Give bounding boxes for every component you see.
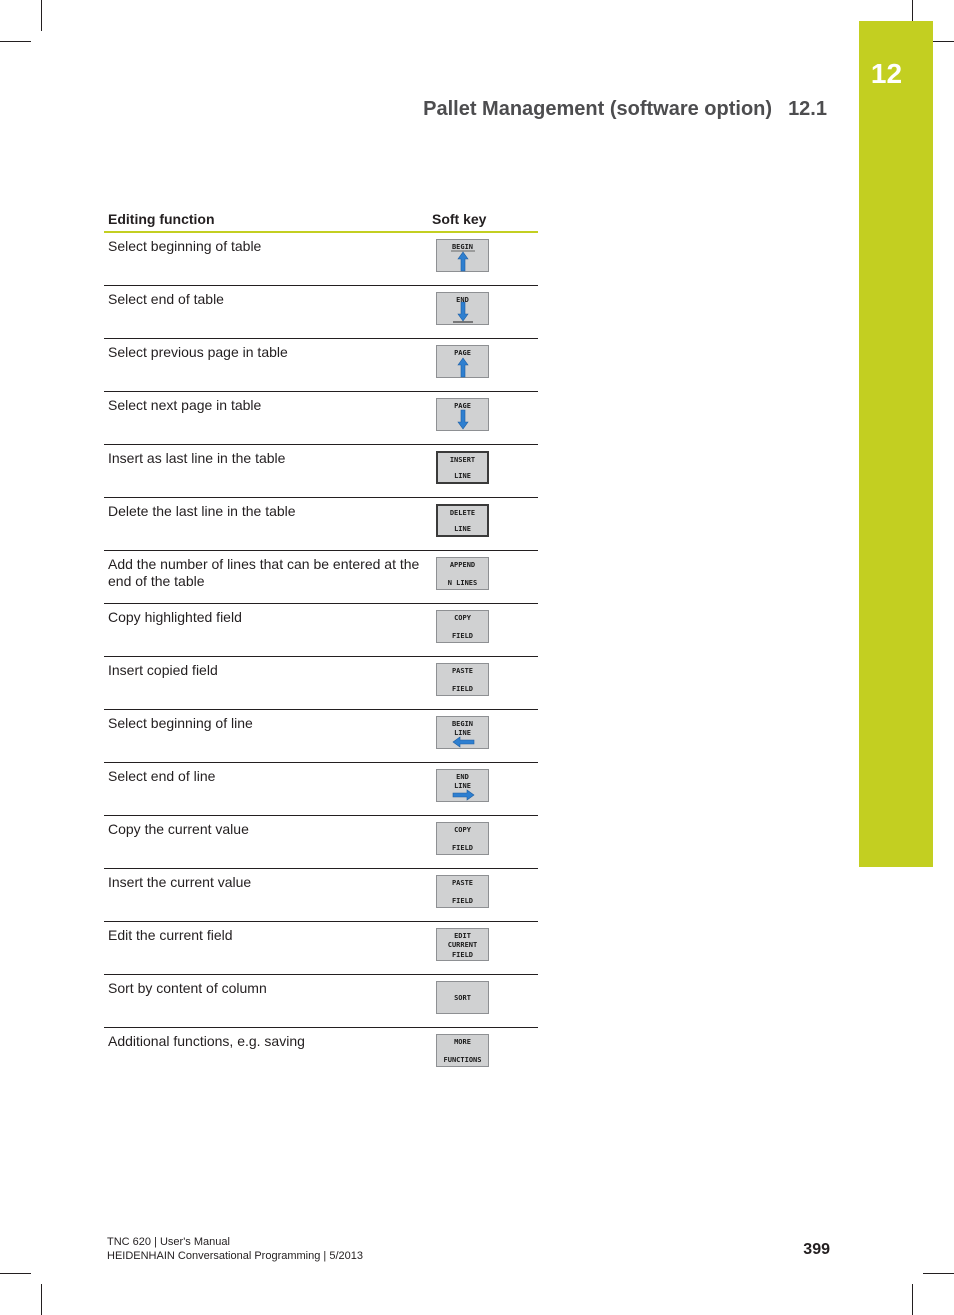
table-row xyxy=(104,286,538,339)
softkey-cell xyxy=(428,445,538,498)
softkey-page xyxy=(436,398,489,431)
footer xyxy=(107,1235,363,1263)
page-number: 399 xyxy=(803,1241,830,1258)
softkey-copy-field xyxy=(436,610,489,643)
function-description: Select previous page in table xyxy=(104,339,428,392)
table-row xyxy=(104,392,538,445)
table-row xyxy=(104,498,538,551)
softkey-edit-current-field xyxy=(436,928,489,961)
table-row xyxy=(104,710,538,763)
function-description: Additional functions, e.g. saving xyxy=(108,1033,305,1049)
softkey-label: FIELD xyxy=(451,951,474,959)
softkey-cell xyxy=(428,286,538,339)
table-row xyxy=(104,657,538,710)
function-description: Insert the current value xyxy=(104,869,428,922)
softkey-cell xyxy=(428,392,538,445)
crop-mark xyxy=(923,1273,954,1274)
softkey-cell xyxy=(428,604,538,657)
softkey-label: BEGIN xyxy=(451,720,474,728)
function-description: Select beginning of line xyxy=(104,710,428,763)
softkey-label: DELETE xyxy=(449,509,476,517)
softkey-label: LINE xyxy=(454,525,471,533)
softkey-cell xyxy=(428,975,538,1028)
softkey-label: INSERT xyxy=(449,456,476,464)
function-description: Select next page in table xyxy=(104,392,428,445)
softkey-begin-line xyxy=(436,716,489,749)
softkey-paste-field xyxy=(436,663,489,696)
softkey-label: BEGIN xyxy=(451,243,474,251)
header-title: Pallet Management (software option) xyxy=(423,98,773,120)
function-description: Edit the current field xyxy=(104,922,428,975)
softkey-label: END xyxy=(456,296,469,304)
function-description: Insert as last line in the table xyxy=(104,445,428,498)
crop-mark xyxy=(0,1273,31,1274)
softkey-label: FIELD xyxy=(451,897,474,905)
table-row xyxy=(104,763,538,816)
footer-publisher: HEIDENHAIN Conversational Programming | 5/2013 xyxy=(107,1250,363,1262)
softkey-sort xyxy=(436,981,489,1014)
page-header xyxy=(380,98,827,121)
softkey-cell xyxy=(428,763,538,816)
softkey-cell xyxy=(428,339,538,392)
softkey-label: LINE xyxy=(454,782,471,790)
softkey-begin xyxy=(436,239,489,272)
chapter-number: 12 xyxy=(870,58,903,89)
softkey-label: FIELD xyxy=(451,844,474,852)
softkey-cell xyxy=(428,869,538,922)
softkey-insert-line xyxy=(436,451,489,484)
softkey-page xyxy=(436,345,489,378)
softkey-label: SORT xyxy=(454,994,471,1002)
softkey-label: PASTE xyxy=(451,879,474,887)
table-row xyxy=(104,816,538,869)
softkey-append-n-lines xyxy=(436,557,489,590)
softkey-copy-field xyxy=(436,822,489,855)
softkey-label: APPEND xyxy=(449,561,476,569)
softkey-label: END xyxy=(456,773,469,781)
chapter-tab xyxy=(859,21,933,867)
function-description: Delete the last line in the table xyxy=(104,498,428,551)
table-row xyxy=(104,604,538,657)
softkey-end xyxy=(436,292,489,325)
function-description: Copy highlighted field xyxy=(104,604,428,657)
function-description: Insert copied field xyxy=(104,657,428,710)
softkey-label: PAGE xyxy=(454,402,471,410)
softkey-label: EDIT xyxy=(454,932,471,940)
function-description: Select end of line xyxy=(104,763,428,816)
softkey-label: LINE xyxy=(454,472,471,480)
column-header-function: Editing function xyxy=(104,207,428,232)
crop-mark xyxy=(912,1284,913,1315)
table-row xyxy=(104,445,538,498)
softkey-label: COPY xyxy=(454,826,471,834)
function-description: Copy the current value xyxy=(104,816,428,869)
softkey-label: LINE xyxy=(454,729,471,737)
softkey-label: COPY xyxy=(454,614,471,622)
softkey-label: PASTE xyxy=(451,667,474,675)
softkey-label: FUNCTIONS xyxy=(443,1056,482,1064)
crop-mark xyxy=(41,1284,42,1315)
softkey-cell xyxy=(428,922,538,975)
softkey-cell xyxy=(428,498,538,551)
function-description: Select end of table xyxy=(104,286,428,339)
table-row xyxy=(104,975,538,1028)
softkey-cell xyxy=(428,816,538,869)
table-row xyxy=(104,551,538,604)
softkey-label: PAGE xyxy=(454,349,471,357)
table-row xyxy=(104,339,538,392)
softkey-cell xyxy=(428,232,538,286)
softkey-label: MORE xyxy=(454,1038,471,1046)
column-header-softkey: Soft key xyxy=(428,207,538,232)
table-row xyxy=(104,232,538,286)
table-row xyxy=(104,869,538,922)
header-section: 12.1 xyxy=(788,98,827,120)
table-row xyxy=(104,1028,538,1081)
softkey-label: CURRENT xyxy=(447,941,478,949)
softkey-paste-field xyxy=(436,875,489,908)
softkey-label: FIELD xyxy=(451,685,474,693)
function-description: Add the number of lines that can be entered at the end of the table xyxy=(104,551,428,604)
function-description: Sort by content of column xyxy=(104,975,428,1028)
softkey-cell xyxy=(428,551,538,604)
crop-mark xyxy=(0,41,31,42)
editing-functions-table xyxy=(104,207,538,1080)
crop-mark xyxy=(41,0,42,31)
softkey-label: FIELD xyxy=(451,632,474,640)
function-description: Select beginning of table xyxy=(104,232,428,286)
table-header-row xyxy=(104,207,538,232)
softkey-label: N LINES xyxy=(447,579,478,587)
softkey-more-functions xyxy=(436,1034,489,1067)
softkey-cell xyxy=(428,657,538,710)
softkey-end-line xyxy=(436,769,489,802)
table-row xyxy=(104,922,538,975)
footer-manual: TNC 620 | User's Manual xyxy=(107,1236,230,1248)
softkey-delete-line xyxy=(436,504,489,537)
softkey-cell xyxy=(428,710,538,763)
softkey-cell xyxy=(428,1028,538,1081)
